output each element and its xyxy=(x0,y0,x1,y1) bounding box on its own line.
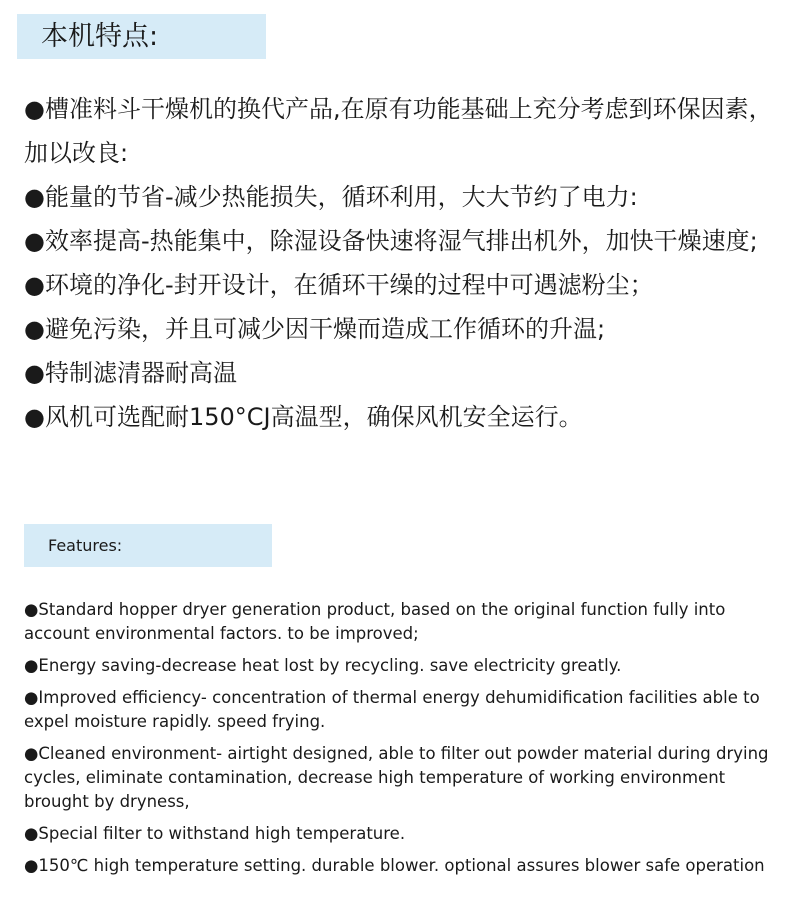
cn-feature-item: ●槽准料斗干燥机的换代产品,在原有功能基础上充分考虑到环保因素，加以改良: xyxy=(24,95,773,167)
cn-feature-item: ●环境的净化-封开设计，在循环干缲的过程中可遇滤粉尘； xyxy=(24,271,654,299)
cn-feature-item: ●能量的节省-减少热能损失，循环利用，大大节约了电力: xyxy=(24,183,638,211)
en-section-title: Features: xyxy=(48,536,123,555)
cn-feature-item: ●效率提高-热能集中，除湿设备快速将湿气排出机外，加快干燥速度; xyxy=(24,227,758,255)
cn-feature-item: ●避免污染，并且可减少因干燥而造成工作循环的升温; xyxy=(24,315,606,343)
en-feature-item: ●Special filter to withstand high temperature. xyxy=(24,824,406,843)
en-section-header xyxy=(24,524,272,567)
en-feature-item: ●150℃ high temperature setting. durable blower. optional assures blower safe operation xyxy=(24,856,765,875)
en-feature-item: ●Energy saving-decrease heat lost by recycling. save electricity greatly. xyxy=(24,656,622,675)
cn-section-header xyxy=(17,14,266,59)
cn-feature-item: ●风机可选配耐150°CJ高温型，确保风机安全运行。 xyxy=(24,403,583,431)
cn-section-title: 本机特点: xyxy=(41,21,159,52)
en-feature-item: ●Cleaned environment- airtight designed, able to filter out powder material during drying cycles, eliminate contamination, decrease high temperature of working environment brought by dryness, xyxy=(24,744,769,811)
cn-feature-item: ●特制滤清器耐高温 xyxy=(24,359,237,387)
en-feature-item: ●Improved efficiency- concentration of thermal energy dehumidification facilities able to expel moisture rapidly. speed frying. xyxy=(24,688,760,731)
en-feature-list xyxy=(24,598,794,886)
cn-feature-list xyxy=(24,87,794,439)
en-feature-item: ●Standard hopper dryer generation product, based on the original function fully into account environmental factors. to be improved; xyxy=(24,600,726,643)
